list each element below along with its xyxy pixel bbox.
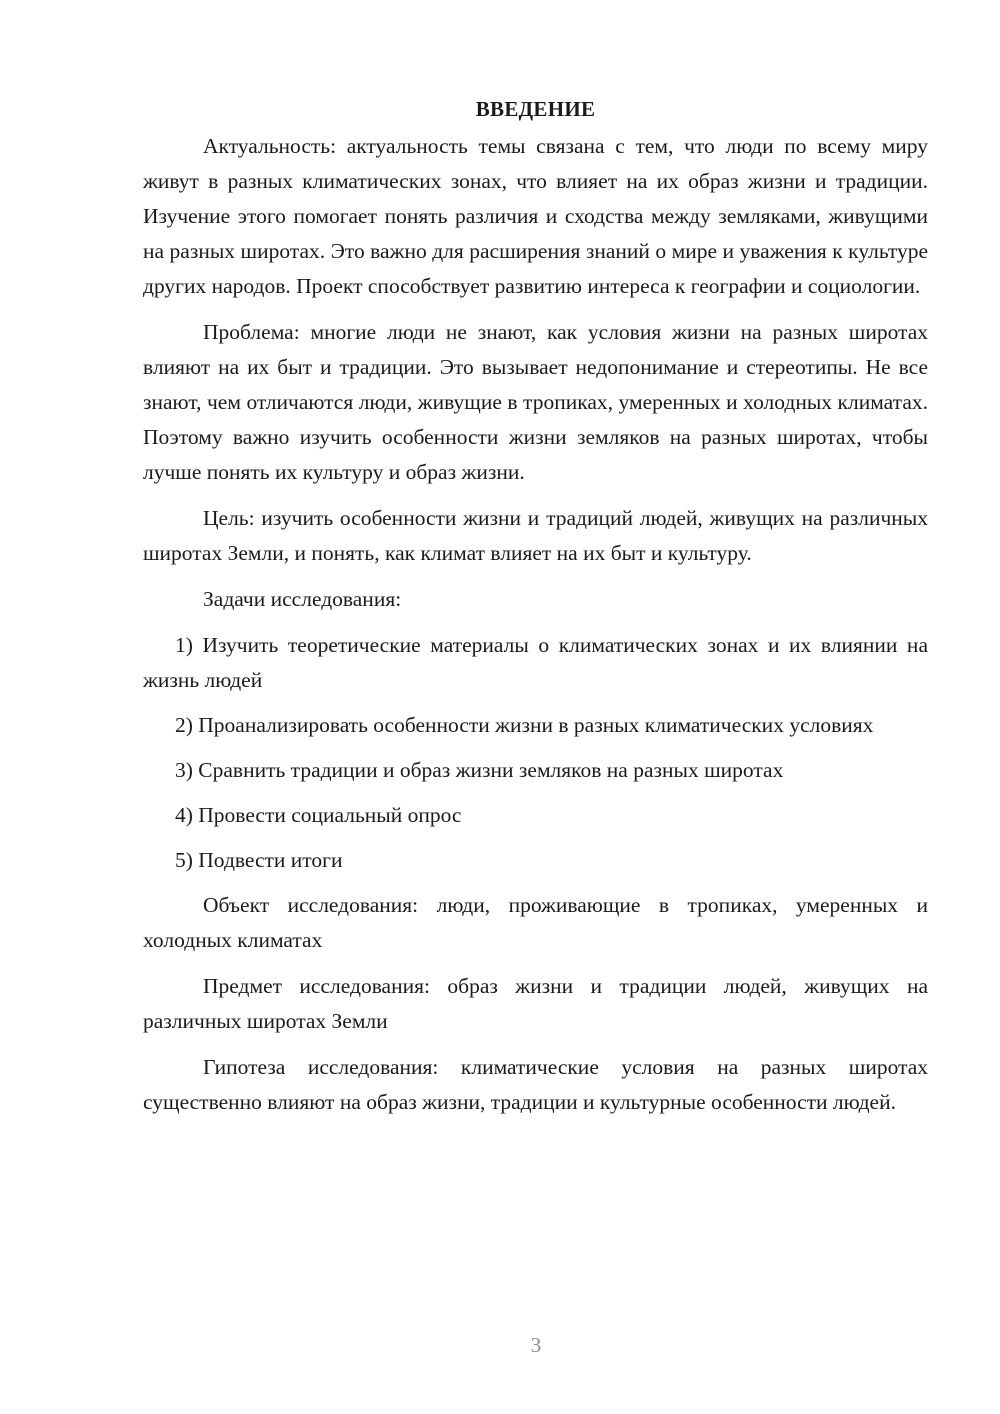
task-item-1: 1) Изучить теоретические материалы о климатических зонах и их влиянии на жизнь людей <box>143 633 928 692</box>
paragraph-goal: Цель: изучить особенности жизни и традиций людей, живущих на различных широтах Земли, и понять, как климат влияет на их быт и культуру. <box>143 506 928 565</box>
paragraph-problem: Проблема: многие люди не знают, как условия жизни на разных широтах влияют на их быт и традиции. Это вызывает недопонимание и стереотипы. Не все знают, чем отличаются люди, живущие в тропиках, умеренных и холодных климатах. Поэтому важно изучить особенности жизни земляков на разных широтах, чтобы лучше понять их культуру и образ жизни. <box>143 320 928 484</box>
section-title: ВВЕДЕНИЕ <box>475 97 596 121</box>
tasks-heading: Задачи исследования: <box>203 587 402 611</box>
paragraph-hypothesis: Гипотеза исследования: климатические условия на разных широтах существенно влияют на образ жизни, традиции и культурные особенности людей. <box>143 1055 928 1114</box>
page-number: 3 <box>530 1333 542 1357</box>
paragraph-relevance: Актуальность: актуальность темы связана с тем, что люди по всему миру живут в разных климатических зонах, что влияет на их образ жизни и традиции. Изучение этого помогает понять различия и сходства между земляками, живущими на разных широтах. Это важно для расширения знаний о мире и уважения к культуре других народов. Проект способствует развитию интереса к географии и социологии. <box>143 134 928 298</box>
task-item-4: 4) Провести социальный опрос <box>175 803 462 827</box>
task-item-5: 5) Подвести итоги <box>175 848 343 872</box>
paragraph-object: Объект исследования: люди, проживающие в тропиках, умеренных и холодных климатах <box>143 893 928 952</box>
task-item-2: 2) Проанализировать особенности жизни в разных климатических условиях <box>175 713 874 737</box>
paragraph-subject: Предмет исследования: образ жизни и традиции людей, живущих на различных широтах Земли <box>143 974 928 1033</box>
task-item-3: 3) Сравнить традиции и образ жизни земляков на разных широтах <box>175 758 784 782</box>
document-page <box>143 92 928 1131</box>
